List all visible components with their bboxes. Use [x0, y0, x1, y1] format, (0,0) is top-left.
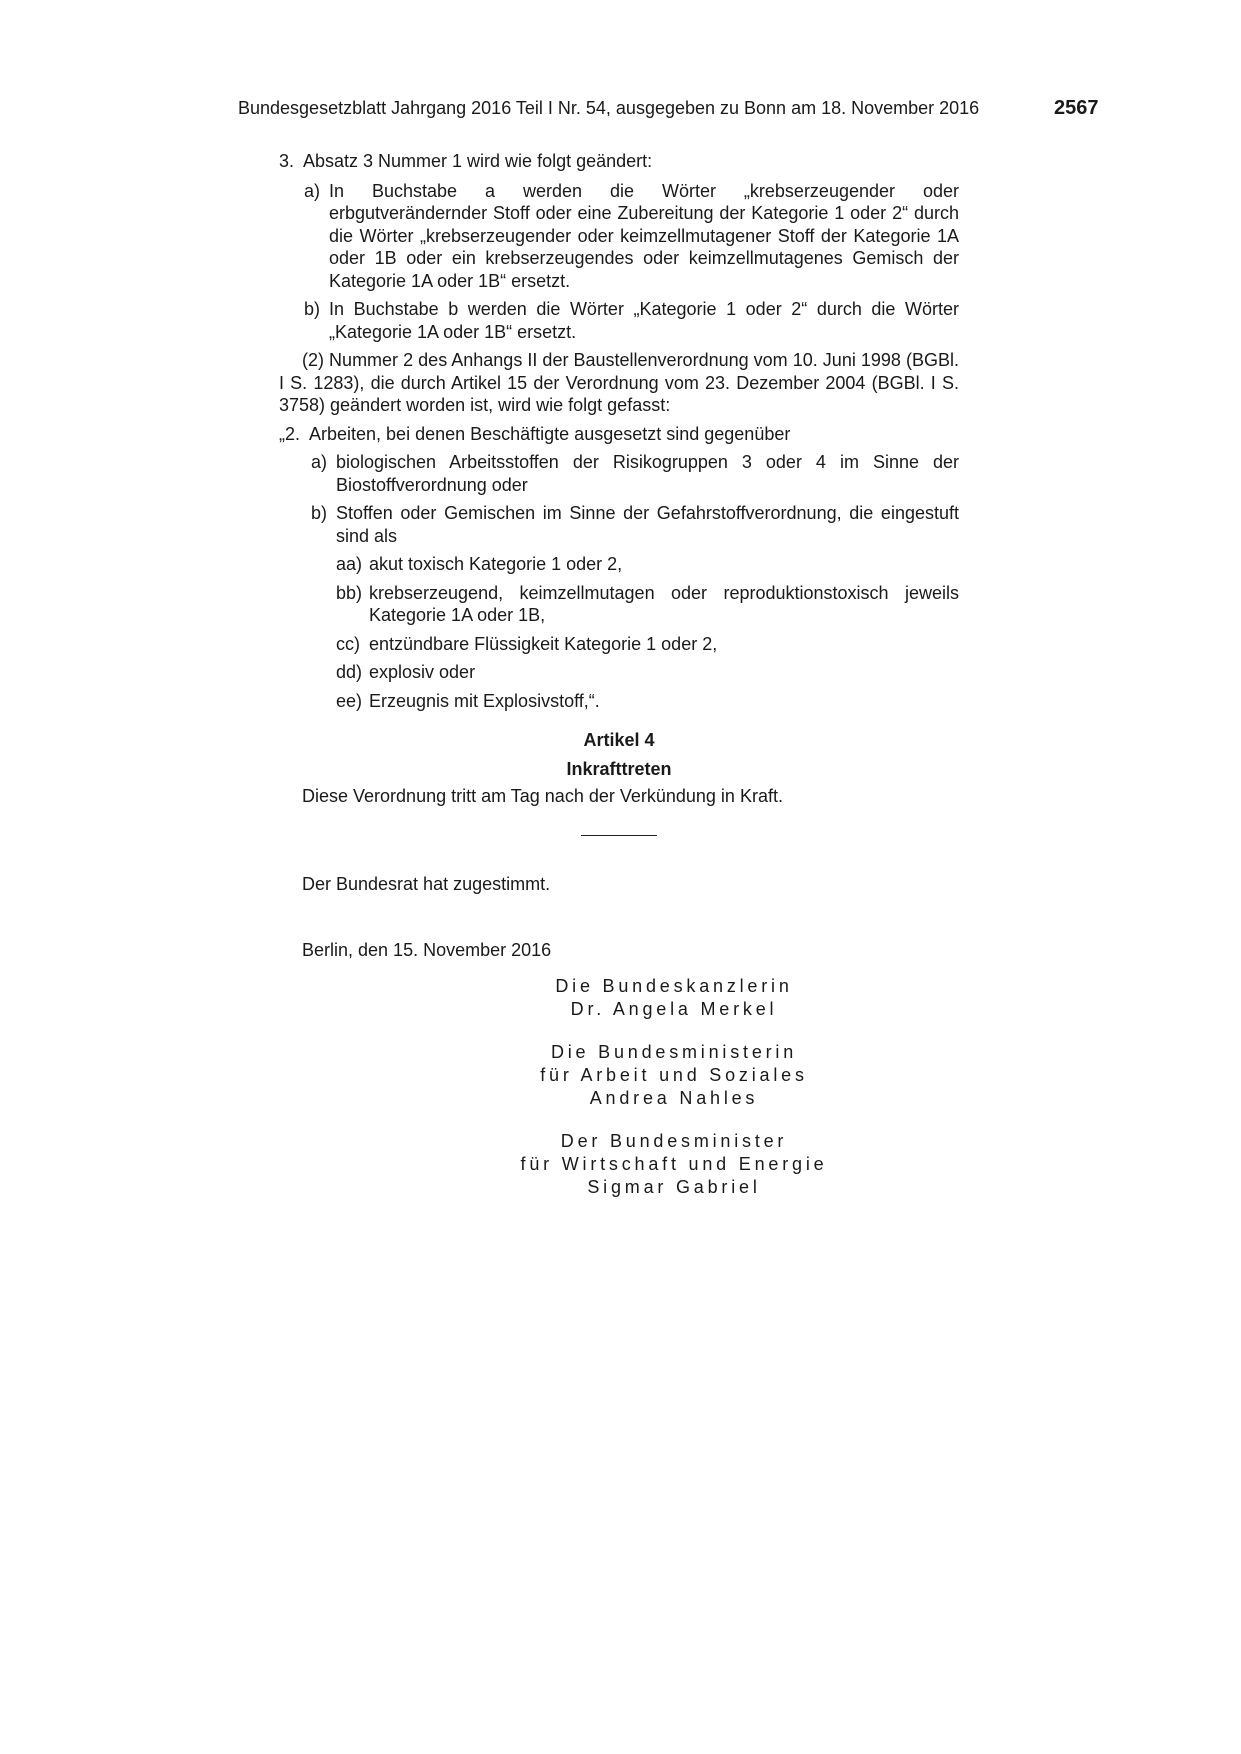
- dateline: Berlin, den 15. November 2016: [302, 940, 552, 960]
- subitem-text: explosiv oder: [369, 662, 476, 682]
- subitem-label: ee): [336, 690, 363, 711]
- quoted-item-text: Arbeiten, bei denen Beschäftigte ausgesetzt sind gegenüber: [309, 423, 791, 444]
- quoted-item-a: [311, 451, 959, 496]
- section-3-label: 3.: [279, 151, 295, 171]
- signature-economy-minister: [389, 1130, 959, 1199]
- signature-role-detail: für Wirtschaft und Energie: [520, 1153, 828, 1174]
- article-4-subtitle: Inkrafttreten: [566, 758, 672, 779]
- quoted-subitem-ee: [336, 690, 959, 713]
- section-3: [279, 150, 959, 173]
- quoted-subitem-bb: [336, 582, 959, 627]
- subitem-label: dd): [336, 662, 363, 682]
- item-label: b): [304, 299, 321, 319]
- signature-name: Sigmar Gabriel: [587, 1176, 761, 1197]
- signature-name: Andrea Nahles: [589, 1087, 759, 1108]
- quoted-subitem-cc: [336, 633, 959, 656]
- subitem-label: cc): [336, 633, 360, 654]
- signature-name: Dr. Angela Merkel: [570, 998, 778, 1019]
- section-3-item-b: [304, 298, 959, 343]
- subitem-text: Erzeugnis mit Explosivstoff,“.: [369, 690, 600, 711]
- signature-role: Der Bundesminister: [560, 1130, 788, 1151]
- document-body: [279, 150, 959, 1219]
- paragraph-2: (2) Nummer 2 des Anhangs II der Baustellenverordnung vom 10. Juni 1998 (BGBl. I S. 1283), die durch Artikel 15 der Verordnung vom 23. Dezember 2004 (BGBl. I S. 3758) geändert worden ist, wird wie folgt gefasst:: [279, 350, 959, 415]
- quoted-item-2: [279, 423, 959, 446]
- signatures: [389, 975, 959, 1199]
- signature-role-detail: für Arbeit und Soziales: [540, 1064, 808, 1085]
- item-text: In Buchstabe b werden die Wörter „Kategorie 1 oder 2“ durch die Wörter „Kategorie 1A oder 1B“ ersetzt.: [329, 299, 959, 342]
- signature-labour-minister: [389, 1041, 959, 1110]
- article-4-title: Artikel 4: [583, 730, 655, 750]
- subitem-label: aa): [336, 554, 363, 574]
- quoted-subitem-dd: [336, 661, 959, 684]
- item-label: b): [311, 503, 328, 523]
- item-text: Stoffen oder Gemischen im Sinne der Gefahrstoffverordnung, die eingestuft sind als: [336, 503, 959, 546]
- signature-role: Die Bundesministerin: [550, 1041, 798, 1062]
- section-3-text: Absatz 3 Nummer 1 wird wie folgt geändert:: [303, 151, 653, 171]
- quoted-item-b: [311, 502, 959, 547]
- article-4-text: Diese Verordnung tritt am Tag nach der Verkündung in Kraft.: [302, 786, 783, 806]
- item-text: biologischen Arbeitsstoffen der Risikogruppen 3 oder 4 im Sinne der Biostoffverordnung oder: [336, 452, 959, 495]
- quoted-subitem-aa: [336, 553, 959, 576]
- subitem-text: entzündbare Flüssigkeit Kategorie 1 oder 2,: [369, 633, 718, 654]
- quoted-item-label: „2.: [279, 423, 301, 444]
- subitem-text: akut toxisch Kategorie 1 oder 2,: [369, 554, 623, 574]
- signature-chancellor: [389, 975, 959, 1021]
- subitem-label: bb): [336, 582, 363, 603]
- item-label: a): [304, 180, 321, 201]
- page-header: Bundesgesetzblatt Jahrgang 2016 Teil I Nr. 54, ausgegeben zu Bonn am 18. November 2016: [238, 98, 980, 118]
- approval-note: Der Bundesrat hat zugestimmt.: [302, 873, 551, 894]
- section-3-item-a: [304, 180, 959, 293]
- signature-role: Die Bundeskanzlerin: [555, 975, 793, 996]
- item-text: In Buchstabe a werden die Wörter „krebserzeugender oder erbgutverändernder Stoff oder eine Zubereitung der Kategorie 1 oder 2“ durch die Wörter „krebserzeugender oder keimzellmutagener Stoff der Kategorie 1A oder 1B oder ein krebserzeugendes oder keimzellmutagenes Gemisch der Kategorie 1A oder 1B“ ersetzt.: [329, 180, 959, 291]
- item-label: a): [311, 452, 328, 472]
- page-number: 2567: [1054, 97, 1099, 119]
- subitem-text: krebserzeugend, keimzellmutagen oder reproduktionstoxisch jeweils Kategorie 1A oder 1B,: [369, 582, 959, 625]
- section-divider: [581, 835, 657, 836]
